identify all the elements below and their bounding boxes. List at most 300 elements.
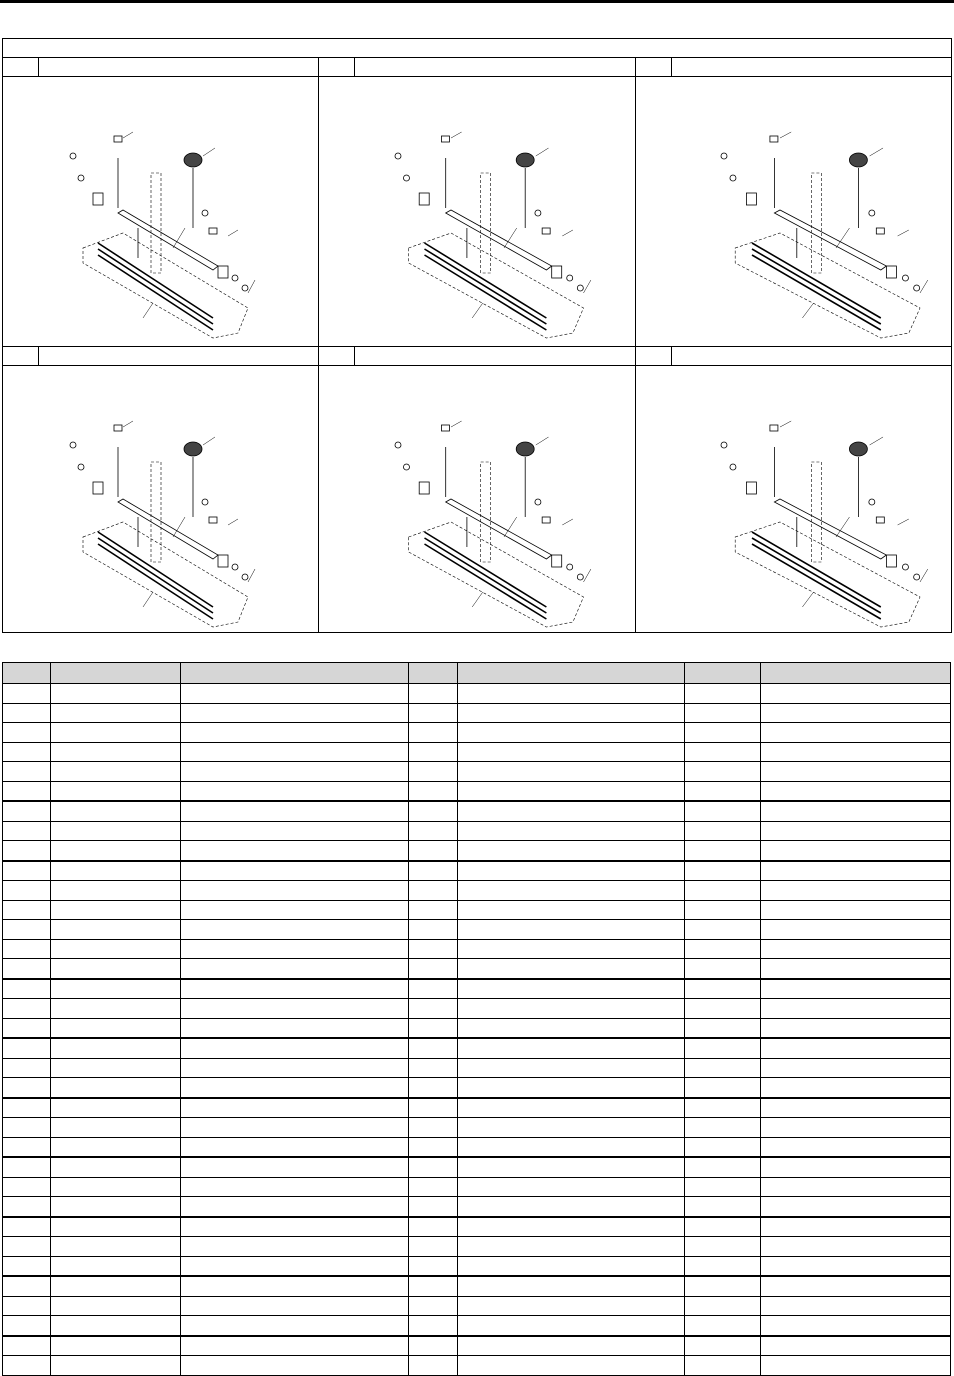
table-cell — [3, 1058, 51, 1078]
table-cell — [51, 1256, 181, 1276]
table-cell — [51, 1177, 181, 1197]
bracket — [542, 517, 550, 523]
knob — [517, 153, 535, 167]
washer — [232, 275, 238, 281]
table-cell — [458, 801, 685, 821]
table-cell — [51, 1058, 181, 1078]
table-cell — [3, 1316, 51, 1336]
table-cell — [458, 1058, 685, 1078]
washer — [78, 175, 84, 181]
knob — [184, 442, 202, 456]
table-cell — [458, 1078, 685, 1098]
bracket — [876, 228, 884, 234]
washer — [242, 285, 248, 291]
washer — [567, 275, 573, 281]
table-cell — [181, 1256, 409, 1276]
table-cell — [181, 1237, 409, 1257]
table-cell — [761, 1098, 951, 1118]
dashed-guide — [811, 173, 821, 273]
table-cell — [409, 1177, 458, 1197]
table-cell — [3, 1118, 51, 1138]
table-cell — [458, 1157, 685, 1177]
column-header — [685, 663, 761, 684]
table-header-row — [3, 663, 951, 684]
table-cell — [685, 703, 761, 723]
table-cell — [685, 1316, 761, 1336]
table-row — [3, 1157, 951, 1177]
table-cell — [458, 841, 685, 861]
rail-line — [98, 532, 213, 607]
leader-line — [473, 303, 484, 318]
table-cell — [458, 1038, 685, 1058]
table-cell — [685, 1197, 761, 1217]
table-cell — [685, 1356, 761, 1376]
table-cell — [685, 723, 761, 743]
table-cell — [51, 1237, 181, 1257]
table-cell — [458, 979, 685, 999]
table-cell — [685, 959, 761, 979]
table-cell — [181, 762, 409, 782]
table-cell — [685, 684, 761, 704]
leader-line — [203, 148, 215, 156]
leader-line — [836, 517, 849, 537]
table-cell — [181, 881, 409, 901]
table-cell — [761, 881, 951, 901]
table-cell — [761, 723, 951, 743]
table-cell — [409, 1098, 458, 1118]
table-cell — [409, 881, 458, 901]
table-cell — [761, 1118, 951, 1138]
clamp — [420, 482, 430, 494]
clamp — [552, 555, 562, 567]
table-row — [3, 861, 951, 881]
table-cell — [181, 742, 409, 762]
table-row — [3, 1256, 951, 1276]
table-cell — [181, 939, 409, 959]
table-cell — [409, 1217, 458, 1237]
table-cell — [181, 841, 409, 861]
washer — [913, 285, 919, 291]
table-cell — [3, 1038, 51, 1058]
washer — [395, 153, 401, 159]
table-row — [3, 781, 951, 801]
table-row — [3, 742, 951, 762]
table-row — [3, 1276, 951, 1296]
table-row — [3, 762, 951, 782]
panel-title — [39, 58, 318, 76]
table-cell — [761, 1018, 951, 1038]
clamp — [886, 266, 896, 278]
leader-line — [228, 519, 238, 525]
table-cell — [181, 821, 409, 841]
table-cell — [685, 742, 761, 762]
table-cell — [181, 781, 409, 801]
leader-line — [123, 421, 133, 427]
table-cell — [458, 1217, 685, 1237]
panel-row-2 — [3, 346, 951, 632]
table-cell — [458, 1356, 685, 1376]
table-row — [3, 801, 951, 821]
table-cell — [409, 1018, 458, 1038]
table-cell — [3, 1256, 51, 1276]
table-cell — [409, 1118, 458, 1138]
table-cell — [761, 1237, 951, 1257]
table-cell — [409, 959, 458, 979]
rail-line — [425, 532, 547, 607]
leader-line — [897, 230, 908, 236]
table-cell — [761, 920, 951, 940]
table-cell — [181, 1118, 409, 1138]
table-cell — [685, 861, 761, 881]
rail-line — [98, 249, 213, 324]
rail-line — [752, 544, 881, 619]
table-cell — [761, 1256, 951, 1276]
table-cell — [409, 781, 458, 801]
washer — [721, 442, 727, 448]
leader-line — [563, 230, 574, 236]
knob — [849, 153, 867, 167]
diagram-panel — [636, 58, 951, 346]
table-cell — [458, 1098, 685, 1118]
rail-line — [98, 538, 213, 613]
table-row — [3, 1217, 951, 1237]
table-cell — [3, 1137, 51, 1157]
rail-line — [425, 544, 547, 619]
table-cell — [51, 1276, 181, 1296]
top-bar — [774, 499, 886, 559]
table-row — [3, 841, 951, 861]
panel-title — [355, 58, 634, 76]
clamp — [93, 193, 103, 205]
top-bar — [118, 499, 218, 559]
table-cell — [3, 939, 51, 959]
top-bar — [446, 210, 552, 270]
rail-line — [752, 538, 881, 613]
table-cell — [51, 1118, 181, 1138]
table-row — [3, 959, 951, 979]
washer — [902, 275, 908, 281]
table-cell — [458, 1336, 685, 1356]
table-row — [3, 684, 951, 704]
table-row — [3, 1137, 951, 1157]
leader-line — [802, 303, 813, 318]
table-cell — [181, 861, 409, 881]
table-cell — [761, 1038, 951, 1058]
bracket — [770, 136, 778, 142]
table-cell — [3, 684, 51, 704]
leader-line — [143, 303, 153, 318]
table-row — [3, 979, 951, 999]
panel-title — [39, 347, 318, 365]
washer — [404, 175, 410, 181]
diagram-panel — [319, 347, 635, 632]
table-cell — [51, 703, 181, 723]
table-cell — [3, 900, 51, 920]
table-row — [3, 1078, 951, 1098]
bracket — [442, 136, 450, 142]
leader-line — [536, 437, 549, 445]
table-cell — [685, 841, 761, 861]
panel-number — [3, 347, 39, 365]
table-cell — [181, 900, 409, 920]
panel-header — [3, 347, 318, 366]
table-cell — [51, 781, 181, 801]
table-cell — [409, 1256, 458, 1276]
panel-number — [319, 58, 355, 76]
exploded-view-illustration — [319, 78, 634, 344]
table-cell — [181, 1336, 409, 1356]
table-cell — [3, 1276, 51, 1296]
leader-line — [473, 592, 484, 607]
diagram-panel — [319, 58, 635, 346]
table-cell — [409, 1276, 458, 1296]
leader-line — [584, 569, 591, 582]
table-cell — [51, 1137, 181, 1157]
table-row — [3, 1018, 951, 1038]
table-cell — [51, 723, 181, 743]
table-cell — [181, 1356, 409, 1376]
table-cell — [761, 959, 951, 979]
leader-line — [123, 132, 133, 138]
table-cell — [181, 1058, 409, 1078]
table-row — [3, 1336, 951, 1356]
table-cell — [3, 801, 51, 821]
table-row — [3, 1197, 951, 1217]
table-cell — [3, 959, 51, 979]
table-cell — [761, 841, 951, 861]
table-cell — [51, 1018, 181, 1038]
table-cell — [685, 1237, 761, 1257]
table-cell — [761, 801, 951, 821]
exploded-view-illustration — [636, 78, 951, 344]
table-cell — [458, 1177, 685, 1197]
table-cell — [409, 1038, 458, 1058]
leader-line — [897, 519, 908, 525]
table-cell — [685, 1336, 761, 1356]
table-row — [3, 1058, 951, 1078]
table-cell — [3, 1336, 51, 1356]
table-cell — [51, 1098, 181, 1118]
bracket — [770, 425, 778, 431]
table-cell — [685, 900, 761, 920]
table-cell — [761, 1177, 951, 1197]
panel-number — [636, 58, 672, 76]
table-cell — [685, 1018, 761, 1038]
frame-caption — [3, 39, 951, 58]
table-row — [3, 1356, 951, 1376]
table-cell — [761, 762, 951, 782]
table-cell — [761, 900, 951, 920]
table-cell — [181, 959, 409, 979]
table-cell — [458, 742, 685, 762]
washer — [578, 285, 584, 291]
table-cell — [181, 703, 409, 723]
table-cell — [761, 821, 951, 841]
panel-number — [319, 347, 355, 365]
table-cell — [458, 1137, 685, 1157]
table-cell — [409, 723, 458, 743]
table-cell — [761, 1336, 951, 1356]
leader-line — [143, 592, 153, 607]
leader-line — [504, 228, 517, 248]
table-cell — [685, 1118, 761, 1138]
table-cell — [761, 939, 951, 959]
table-cell — [3, 920, 51, 940]
table-cell — [181, 1276, 409, 1296]
table-cell — [761, 1217, 951, 1237]
top-bar — [118, 210, 218, 270]
table-cell — [685, 821, 761, 841]
washer — [535, 210, 541, 216]
table-cell — [51, 939, 181, 959]
parts-table-body — [3, 684, 951, 1376]
washer — [232, 564, 238, 570]
leader-line — [248, 280, 255, 293]
table-cell — [3, 781, 51, 801]
table-cell — [761, 1078, 951, 1098]
washer — [404, 464, 410, 470]
table-cell — [3, 1356, 51, 1376]
panel-header — [636, 58, 951, 77]
table-cell — [51, 801, 181, 821]
table-cell — [685, 999, 761, 1019]
table-cell — [51, 1078, 181, 1098]
table-cell — [409, 979, 458, 999]
clamp — [886, 555, 896, 567]
table-cell — [181, 723, 409, 743]
bracket — [209, 517, 217, 523]
table-cell — [458, 1316, 685, 1336]
table-row — [3, 881, 951, 901]
table-cell — [51, 1157, 181, 1177]
table-cell — [3, 723, 51, 743]
table-cell — [181, 920, 409, 940]
table-cell — [3, 1296, 51, 1316]
table-cell — [181, 979, 409, 999]
table-cell — [458, 723, 685, 743]
bracket — [542, 228, 550, 234]
table-row — [3, 1177, 951, 1197]
clamp — [218, 555, 228, 567]
table-cell — [181, 1316, 409, 1336]
exploded-diagram-frame — [2, 38, 952, 633]
table-row — [3, 703, 951, 723]
table-cell — [51, 959, 181, 979]
table-cell — [458, 920, 685, 940]
table-cell — [51, 1217, 181, 1237]
table-cell — [181, 1197, 409, 1217]
table-cell — [409, 841, 458, 861]
leader-line — [780, 132, 791, 138]
table-row — [3, 999, 951, 1019]
leader-line — [869, 437, 882, 445]
exploded-view-illustration — [3, 78, 318, 344]
washer — [395, 442, 401, 448]
table-cell — [409, 861, 458, 881]
panel-title — [355, 347, 634, 365]
table-cell — [458, 881, 685, 901]
table-cell — [458, 900, 685, 920]
table-cell — [409, 1157, 458, 1177]
table-cell — [3, 1157, 51, 1177]
table-cell — [761, 1157, 951, 1177]
table-cell — [458, 1276, 685, 1296]
table-cell — [51, 900, 181, 920]
table-cell — [761, 742, 951, 762]
bracket — [114, 425, 122, 431]
panel-header — [319, 347, 634, 366]
column-header — [181, 663, 409, 684]
table-cell — [181, 1038, 409, 1058]
washer — [242, 574, 248, 580]
dashed-guide — [811, 462, 821, 562]
clamp — [746, 482, 756, 494]
column-header — [409, 663, 458, 684]
washer — [535, 499, 541, 505]
table-cell — [685, 781, 761, 801]
table-cell — [458, 939, 685, 959]
table-cell — [181, 801, 409, 821]
table-cell — [409, 1296, 458, 1316]
clamp — [420, 193, 430, 205]
table-cell — [685, 1296, 761, 1316]
column-header — [51, 663, 181, 684]
table-cell — [3, 841, 51, 861]
top-bar — [446, 499, 552, 559]
clamp — [218, 266, 228, 278]
table-cell — [51, 841, 181, 861]
table-cell — [181, 1137, 409, 1157]
diagram-panel — [3, 347, 319, 632]
table-cell — [761, 1316, 951, 1336]
table-cell — [51, 1296, 181, 1316]
leader-line — [173, 517, 185, 537]
table-cell — [458, 703, 685, 723]
rail-line — [425, 243, 547, 318]
bracket — [876, 517, 884, 523]
leader-line — [563, 519, 574, 525]
table-cell — [685, 1137, 761, 1157]
rail-line — [98, 243, 213, 318]
table-cell — [409, 762, 458, 782]
table-cell — [458, 959, 685, 979]
column-header — [458, 663, 685, 684]
knob — [517, 442, 535, 456]
washer — [70, 442, 76, 448]
top-bar — [774, 210, 886, 270]
dashed-guide — [151, 462, 161, 562]
table-cell — [761, 999, 951, 1019]
knob — [849, 442, 867, 456]
table-cell — [51, 684, 181, 704]
table-cell — [458, 1256, 685, 1276]
table-cell — [409, 1197, 458, 1217]
table-cell — [409, 1356, 458, 1376]
table-cell — [3, 742, 51, 762]
leader-line — [836, 228, 849, 248]
table-cell — [181, 684, 409, 704]
table-cell — [3, 821, 51, 841]
dashed-guide — [151, 173, 161, 273]
table-row — [3, 939, 951, 959]
table-cell — [51, 1197, 181, 1217]
table-cell — [685, 1038, 761, 1058]
panel-header — [3, 58, 318, 77]
table-cell — [51, 881, 181, 901]
table-cell — [761, 1137, 951, 1157]
diagram-panel — [636, 347, 951, 632]
table-cell — [51, 979, 181, 999]
